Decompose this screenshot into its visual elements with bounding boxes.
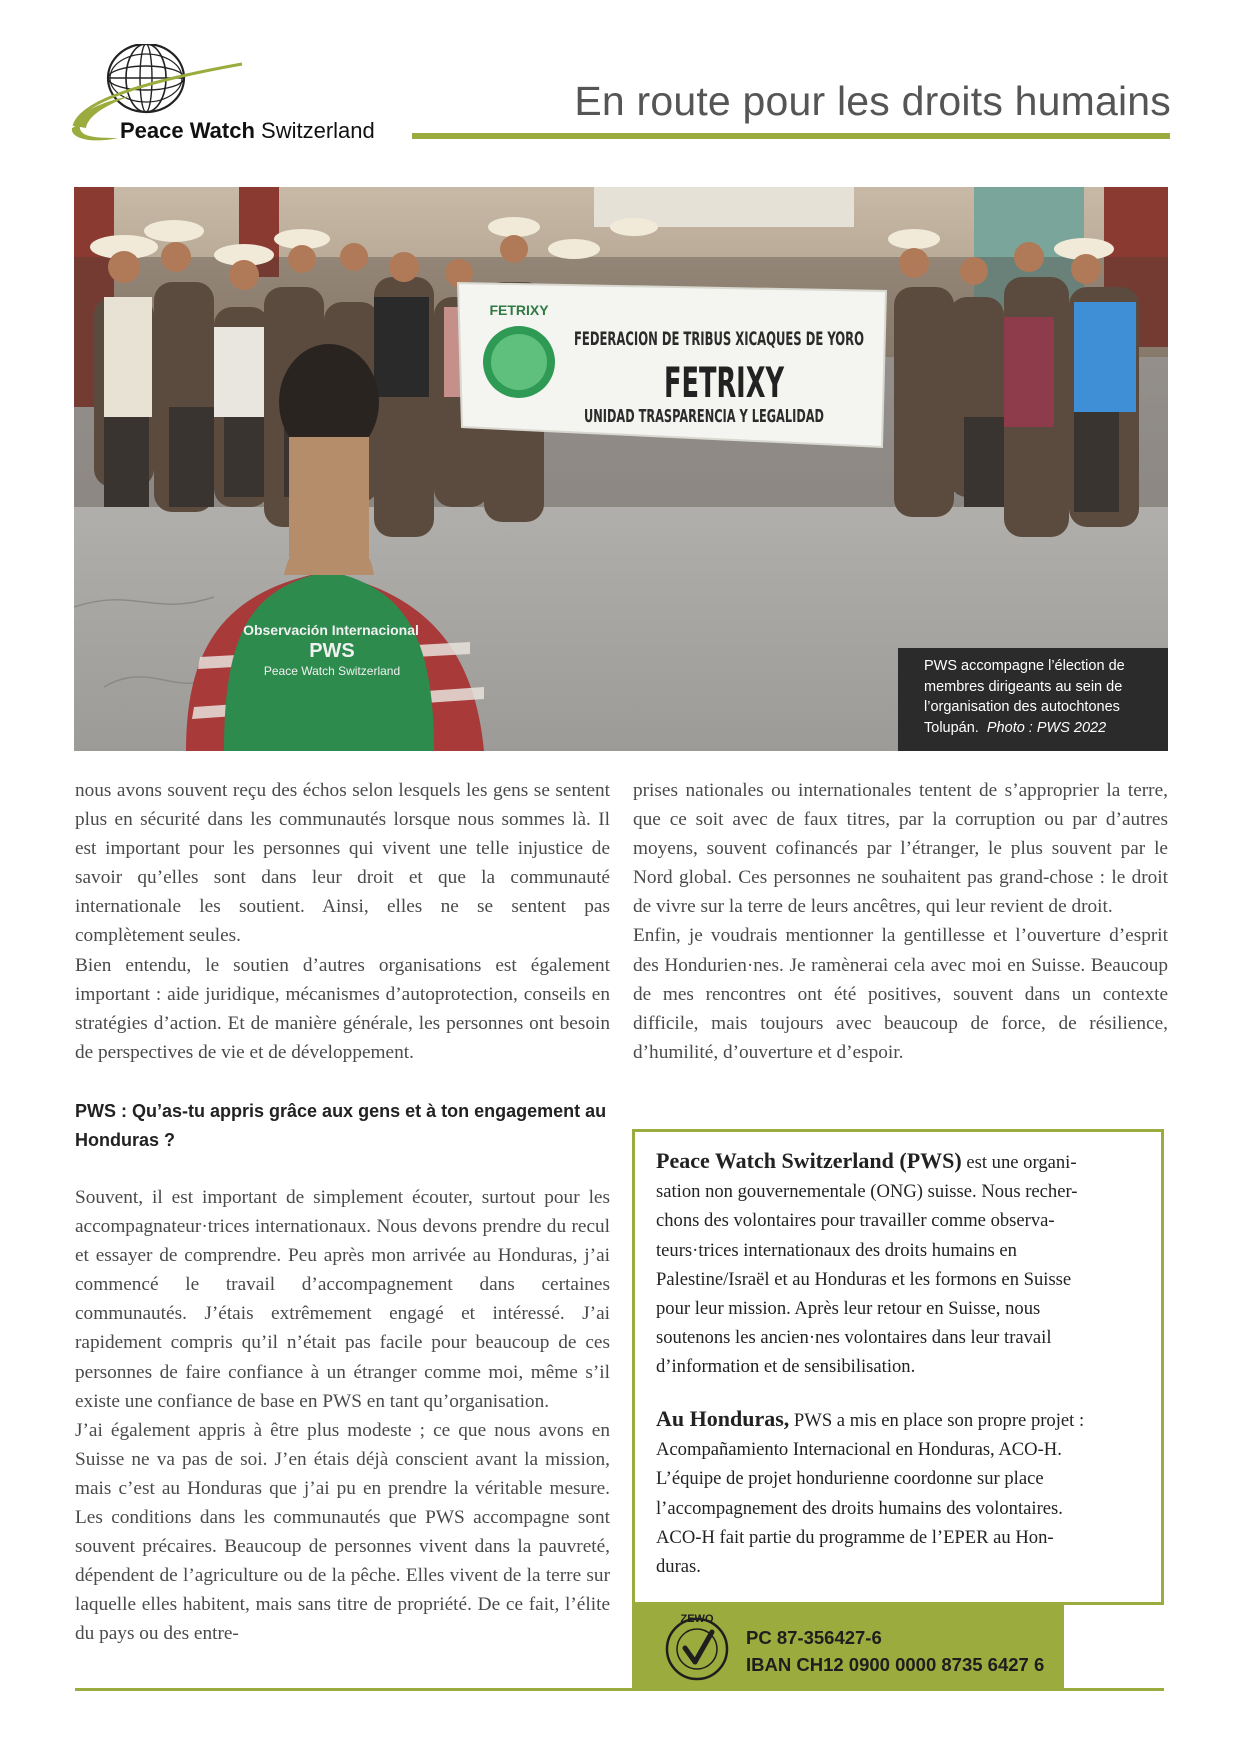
info-paragraph-pws: Peace Watch Switzerland (PWS) est une organi- sation non gouvernementale (ONG) suisse. Nous recher- chons des volontaires pour travailler comme observa- teurs·trices internationaux des droits humains en Palestine/Israël et au Honduras et les formons en Suisse pour leur mission. Après leur retour en Suisse, nous soutenons les ancien·nes volontaires dans leur travail d’information et de sensibilisation. (656, 1148, 1078, 1378)
paragraph: prises nationales ou internationales tentent de s’approprier la terre, que ce soit avec de faux titres, par la corruption ou par d’autres moyens, souvent cofinancés par l’étranger, le plus souvent par le Nord global. Ces personnes ne souhaitent pas grand-chose : le droit de vivre sur la terre de leurs ancêtres, qui leur revient de droit. (633, 780, 1168, 918)
paragraph: nous avons souvent reçu des échos selon lesquels les gens se sentent plus en sécurité dans les communautés lorsque nous sommes là. Il est important pour les personnes qui vivent une telle injustice de savoir qu’elles sont dans leur droit et que la communauté internationale les soutient. Ainsi, elles ne se sentent pas complètement seules. (75, 780, 610, 947)
pws-info-box (632, 1129, 1164, 1605)
postal-account: PC 87-356427-6 (746, 1627, 882, 1648)
footer-divider (75, 1688, 1164, 1691)
caption-text: PWS accompagne l’élection de membres dirigeants au sein de l’organisation des autochtones Tolupán. (924, 658, 1125, 736)
article-column-left-top (75, 776, 610, 1067)
photo-caption (898, 648, 1168, 751)
article-column-left-bottom (75, 1183, 610, 1649)
paragraph: J’ai également appris à être plus modeste ; ce que nous avons en Suisse ne va pas de soi. J’en étais déjà conscient avant la mission, mais c’est au Honduras que j’ai pu en prendre la véritable mesure. Les conditions dans les communautés que PWS accompagne sont souvent précaires. Beaucoup de personnes vivent dans la pauvreté, dépendent de l’agriculture ou de la pêche. Elles vivent de la terre sur laquelle elles habitent, mais sans titre de propriété. De ce fait, l’élite du pays ou des entre- (75, 1419, 610, 1645)
info-paragraph-honduras: Au Honduras, PWS a mis en place son propre projet : Acompañamiento Internacional en Honduras, ACO-H. L’équipe de projet hondurienne coordonne sur place l’accompagnement des droits humains des volontaires. ACO-H fait partie du programme de l’EPER au Hon- duras. (656, 1406, 1085, 1578)
donation-bar (632, 1605, 1064, 1688)
donation-details (746, 1624, 1044, 1678)
svg-text:ZEWO: ZEWO (680, 1613, 714, 1625)
interview-question: PWS : Qu’as-tu appris grâce aux gens et à ton engagement au Honduras ? (75, 1101, 607, 1150)
organization-name: Peace Watch Switzerland (120, 118, 375, 143)
iban-number: IBAN CH12 0900 0000 8735 6427 6 (746, 1654, 1045, 1675)
article-column-right (633, 776, 1168, 1067)
fetrixy-banner (458, 283, 886, 447)
vest-line-2: PWS (309, 640, 355, 662)
page-title: En route pour les droits humains (574, 78, 1171, 124)
banner-logo-text: FETRIXY (489, 302, 549, 318)
zewo-seal-icon (660, 1610, 734, 1684)
pws-logo (70, 44, 410, 144)
banner-line-1: FEDERACION DE TRIBUS XICAQUES DE YORO (574, 328, 864, 350)
paragraph: Souvent, il est important de simplement écouter, surtout pour les accompagnateur·trices internationaux. Nous devons prendre du recul et essayer de comprendre. Peu après mon arrivée au Honduras, j’ai commencé le travail d’accompagnement dans certaines communautés. J’étais extrêmement engagé et intéressé. J’ai rapidement compris qu’il n’était pas facile pour beaucoup de ces personnes de faire confiance à un étranger comme moi, même s’il existe une confiance de base en PWS en tant qu’organisation. (75, 1187, 610, 1412)
photo-credit: Photo : PWS 2022 (986, 719, 1107, 736)
vest-line-1: Observación Internacional (243, 622, 419, 638)
paragraph: Bien entendu, le soutien d’autres organisations est également important : aide juridique, mécanismes d’autoprotection, conseils en stratégies d’action. Et de manière générale, les personnes ont besoin de perspectives de vie et de développement. (75, 954, 610, 1063)
vest-line-3: Peace Watch Switzerland (263, 664, 401, 678)
banner-line-2: FETRIXY (664, 358, 785, 407)
header-divider (412, 133, 1170, 139)
banner-line-3: UNIDAD TRASPARENCIA Y LEGALIDAD (584, 406, 824, 427)
paragraph: Enfin, je voudrais mentionner la gentillesse et l’ouverture d’esprit des Hondurien·nes. Je ramènerai cela avec moi en Suisse. Beaucoup de mes rencontres ont été positives, souvent dans un contexte difficile, mais toujours avec beaucoup de force, de résilience, d’humilité, d’ouverture et d’espoir. (633, 925, 1168, 1063)
